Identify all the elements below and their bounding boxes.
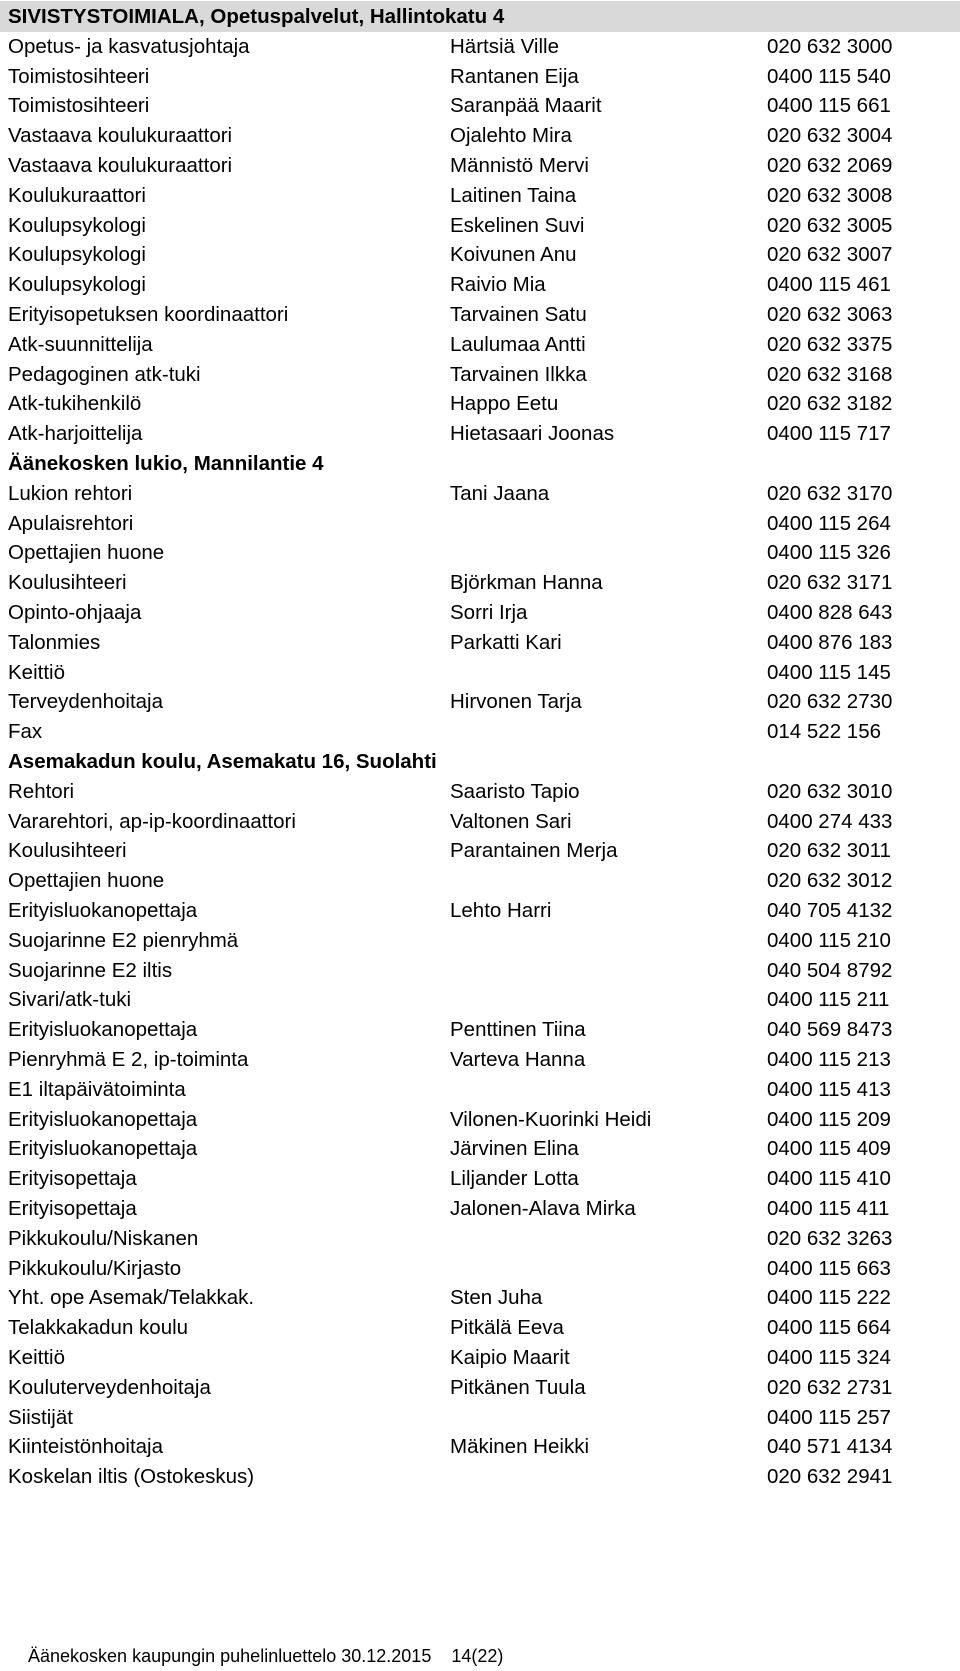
entry-title: Erityisopetuksen koordinaattori <box>8 303 289 326</box>
entry-title: Erityisluokanopettaja <box>8 899 198 922</box>
entry-name: Saaristo Tapio <box>450 780 580 803</box>
directory-entry <box>0 1431 960 1462</box>
page-footer <box>28 1644 523 1668</box>
entry-phone: 0400 115 222 <box>767 1286 891 1309</box>
entry-name: Järvinen Elina <box>450 1137 579 1160</box>
directory-entry <box>0 1461 960 1492</box>
entry-phone: 0400 115 211 <box>767 988 890 1011</box>
entry-phone: 020 632 2069 <box>767 154 893 177</box>
entry-title: Terveydenhoitaja <box>8 690 163 713</box>
entry-title: Telakkakadun koulu <box>8 1316 189 1339</box>
entry-phone: 0400 115 210 <box>767 929 891 952</box>
entry-phone: 040 571 4134 <box>767 1435 893 1458</box>
entry-title: Erityisopettaja <box>8 1197 137 1220</box>
directory-entry <box>0 269 960 300</box>
directory-entry <box>0 299 960 330</box>
directory-entry <box>0 925 960 956</box>
directory-entry <box>0 597 960 628</box>
entry-phone: 0400 115 664 <box>767 1316 891 1339</box>
directory-entry <box>0 180 960 211</box>
entry-title: Apulaisrehtori <box>8 512 134 535</box>
directory-entry <box>0 537 960 568</box>
entry-name: Jalonen-Alava Mirka <box>450 1197 636 1220</box>
directory-entry <box>0 1163 960 1194</box>
directory-entry <box>0 1223 960 1254</box>
entry-name: Laulumaa Antti <box>450 333 586 356</box>
directory-entry <box>0 239 960 270</box>
entry-title: Yht. ope Asemak/Telakkak. <box>8 1286 255 1309</box>
directory-entry <box>0 1282 960 1313</box>
entry-title: Erityisopettaja <box>8 1167 137 1190</box>
entry-name: Parantainen Merja <box>450 839 618 862</box>
entry-title: Pedagoginen atk-tuki <box>8 363 201 386</box>
directory-entry <box>0 61 960 92</box>
entry-title: Vastaava koulukuraattori <box>8 124 233 147</box>
entry-phone: 020 632 3168 <box>767 363 893 386</box>
entry-phone: 020 632 3004 <box>767 124 893 147</box>
entry-name: Vilonen-Kuorinki Heidi <box>450 1108 652 1131</box>
entry-phone: 0400 115 413 <box>767 1078 891 1101</box>
entry-phone: 040 705 4132 <box>767 899 893 922</box>
entry-name: Sorri Irja <box>450 601 528 624</box>
directory-entry <box>0 776 960 807</box>
entry-name: Valtonen Sari <box>450 810 572 833</box>
directory-entry <box>0 984 960 1015</box>
entry-phone: 0400 115 257 <box>767 1406 891 1429</box>
entry-title: Kouluterveydenhoitaja <box>8 1376 211 1399</box>
entry-phone: 0400 115 264 <box>767 512 891 535</box>
entry-title: Erityisluokanopettaja <box>8 1108 198 1131</box>
entry-name: Härtsiä Ville <box>450 35 559 58</box>
entry-phone: 0400 115 410 <box>767 1167 891 1190</box>
entry-title: Keittiö <box>8 661 65 684</box>
directory-entry <box>0 657 960 688</box>
entry-phone: 0400 115 461 <box>767 273 891 296</box>
directory-entry <box>0 1104 960 1135</box>
entry-title: Koulusihteeri <box>8 571 127 594</box>
directory-entry <box>0 210 960 241</box>
entry-title: Fax <box>8 720 43 743</box>
directory-entry <box>0 1044 960 1075</box>
entry-name: Tarvainen Satu <box>450 303 587 326</box>
entry-name: Tani Jaana <box>450 482 550 505</box>
entry-title: Erityisluokanopettaja <box>8 1137 198 1160</box>
entry-phone: 0400 115 145 <box>767 661 891 684</box>
footer-page-number: 14(22) <box>451 1646 504 1666</box>
entry-phone: 020 632 3010 <box>767 780 893 803</box>
directory-entry <box>0 865 960 896</box>
entry-title: Sivari/atk-tuki <box>8 988 132 1011</box>
entry-name: Mäkinen Heikki <box>450 1435 589 1458</box>
section-heading <box>0 1 960 32</box>
entry-title: Vastaava koulukuraattori <box>8 154 233 177</box>
entry-title: Kiinteistönhoitaja <box>8 1435 163 1458</box>
directory-entry <box>0 716 960 747</box>
entry-phone: 0400 115 411 <box>767 1197 890 1220</box>
directory-entry <box>0 150 960 181</box>
entry-name: Happo Eetu <box>450 392 559 415</box>
directory-entry <box>0 567 960 598</box>
entry-name: Ojalehto Mira <box>450 124 572 147</box>
entry-phone: 0400 115 717 <box>767 422 891 445</box>
entry-title: Talonmies <box>8 631 101 654</box>
entry-name: Männistö Mervi <box>450 154 589 177</box>
directory-entry <box>0 627 960 658</box>
section-heading <box>0 448 960 479</box>
entry-phone: 0400 274 433 <box>767 810 893 833</box>
entry-phone: 020 632 3011 <box>767 839 891 862</box>
entry-phone: 0400 115 540 <box>767 65 891 88</box>
entry-phone: 020 632 3008 <box>767 184 893 207</box>
directory-entry <box>0 359 960 390</box>
directory-entry <box>0 1372 960 1403</box>
entry-title: Opettajien huone <box>8 541 165 564</box>
entry-phone: 0400 115 661 <box>767 94 891 117</box>
directory-entry <box>0 895 960 926</box>
entry-phone: 0400 115 209 <box>767 1108 891 1131</box>
directory-entry <box>0 1342 960 1373</box>
directory-entry <box>0 1074 960 1105</box>
section-heading-text: Äänekosken lukio, Mannilantie 4 <box>8 452 324 475</box>
directory-entry <box>0 508 960 539</box>
entry-title: Koskelan iltis (Ostokeskus) <box>8 1465 255 1488</box>
entry-phone: 020 632 2941 <box>767 1465 893 1488</box>
entry-phone: 0400 115 409 <box>767 1137 891 1160</box>
section-heading-text: SIVISTYSTOIMIALA, Opetuspalvelut, Hallintokatu 4 <box>8 5 505 28</box>
entry-title: Vararehtori, ap-ip-koordinaattori <box>8 810 296 833</box>
section-heading <box>0 746 960 777</box>
entry-title: Koulupsykologi <box>8 273 146 296</box>
entry-title: Suojarinne E2 pienryhmä <box>8 929 239 952</box>
entry-phone: 0400 115 326 <box>767 541 891 564</box>
entry-title: E1 iltapäivätoiminta <box>8 1078 186 1101</box>
entry-name: Raivio Mia <box>450 273 546 296</box>
entry-name: Parkatti Kari <box>450 631 562 654</box>
directory-entry <box>0 418 960 449</box>
entry-title: Atk-suunnittelija <box>8 333 153 356</box>
entry-phone: 0400 115 324 <box>767 1346 891 1369</box>
entry-title: Atk-tukihenkilö <box>8 392 142 415</box>
entry-phone: 020 632 3182 <box>767 392 893 415</box>
entry-title: Toimistosihteeri <box>8 65 150 88</box>
entry-phone: 020 632 3012 <box>767 869 893 892</box>
section-heading-text: Asemakadun koulu, Asemakatu 16, Suolahti <box>8 750 437 773</box>
directory-entry <box>0 1133 960 1164</box>
entry-phone: 040 569 8473 <box>767 1018 893 1041</box>
entry-phone: 020 632 3063 <box>767 303 893 326</box>
entry-title: Erityisluokanopettaja <box>8 1018 198 1041</box>
directory-entry <box>0 686 960 717</box>
entry-phone: 020 632 3000 <box>767 35 893 58</box>
entry-name: Björkman Hanna <box>450 571 603 594</box>
entry-name: Kaipio Maarit <box>450 1346 570 1369</box>
entry-name: Rantanen Eija <box>450 65 579 88</box>
entry-name: Koivunen Anu <box>450 243 577 266</box>
entry-name: Penttinen Tiina <box>450 1018 586 1041</box>
directory-entry <box>0 1193 960 1224</box>
entry-title: Pikkukoulu/Kirjasto <box>8 1257 182 1280</box>
directory-entry <box>0 1014 960 1045</box>
directory-entry <box>0 955 960 986</box>
directory-entry <box>0 1253 960 1284</box>
entry-title: Koulusihteeri <box>8 839 127 862</box>
entry-name: Liljander Lotta <box>450 1167 579 1190</box>
entry-title: Opinto-ohjaaja <box>8 601 142 624</box>
directory-entry <box>0 329 960 360</box>
entry-phone: 020 632 3007 <box>767 243 893 266</box>
directory-entry <box>0 806 960 837</box>
entry-phone: 014 522 156 <box>767 720 882 743</box>
entry-name: Varteva Hanna <box>450 1048 586 1071</box>
entry-name: Hirvonen Tarja <box>450 690 582 713</box>
entry-phone: 020 632 3170 <box>767 482 893 505</box>
entry-phone: 0400 828 643 <box>767 601 893 624</box>
entry-name: Saranpää Maarit <box>450 94 602 117</box>
entry-title: Lukion rehtori <box>8 482 133 505</box>
entry-title: Atk-harjoittelija <box>8 422 143 445</box>
entry-name: Pitkänen Tuula <box>450 1376 586 1399</box>
entry-phone: 0400 115 663 <box>767 1257 891 1280</box>
entry-title: Suojarinne E2 iltis <box>8 959 173 982</box>
entry-phone: 020 632 3263 <box>767 1227 893 1250</box>
entry-title: Pikkukoulu/Niskanen <box>8 1227 199 1250</box>
entry-title: Rehtori <box>8 780 75 803</box>
entry-name: Pitkälä Eeva <box>450 1316 564 1339</box>
entry-phone: 020 632 2730 <box>767 690 893 713</box>
directory-entry <box>0 478 960 509</box>
entry-name: Eskelinen Suvi <box>450 214 585 237</box>
directory-entry <box>0 31 960 62</box>
entry-phone: 0400 115 213 <box>767 1048 891 1071</box>
footer-document-title: Äänekosken kaupungin puhelinluettelo 30.12.2015 <box>28 1646 432 1666</box>
entry-name: Sten Juha <box>450 1286 543 1309</box>
entry-name: Laitinen Taina <box>450 184 577 207</box>
entry-title: Keittiö <box>8 1346 65 1369</box>
entry-title: Opetus- ja kasvatusjohtaja <box>8 35 250 58</box>
entry-title: Opettajien huone <box>8 869 165 892</box>
directory-entry <box>0 1312 960 1343</box>
entry-name: Hietasaari Joonas <box>450 422 615 445</box>
entry-phone: 040 504 8792 <box>767 959 893 982</box>
entry-title: Koulukuraattori <box>8 184 146 207</box>
entry-phone: 0400 876 183 <box>767 631 893 654</box>
entry-title: Koulupsykologi <box>8 214 146 237</box>
entry-phone: 020 632 2731 <box>767 1376 893 1399</box>
entry-title: Toimistosihteeri <box>8 94 150 117</box>
entry-title: Pienryhmä E 2, ip-toiminta <box>8 1048 249 1071</box>
directory-entry <box>0 120 960 151</box>
directory-entry <box>0 1402 960 1433</box>
directory-entry <box>0 388 960 419</box>
entry-title: Siistijät <box>8 1406 73 1429</box>
entry-phone: 020 632 3375 <box>767 333 893 356</box>
entry-name: Tarvainen Ilkka <box>450 363 587 386</box>
entry-phone: 020 632 3171 <box>767 571 893 594</box>
entry-phone: 020 632 3005 <box>767 214 893 237</box>
directory-entry <box>0 835 960 866</box>
entry-name: Lehto Harri <box>450 899 552 922</box>
entry-title: Koulupsykologi <box>8 243 146 266</box>
directory-entry <box>0 90 960 121</box>
